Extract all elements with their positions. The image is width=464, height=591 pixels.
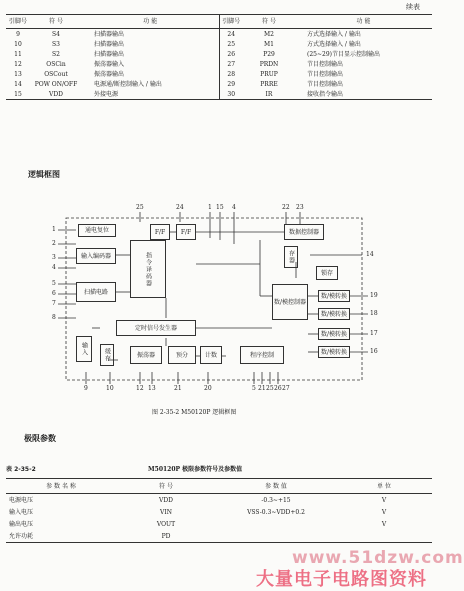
pin-label: 24 [176, 204, 184, 211]
table-cell: 15 [6, 89, 30, 100]
table-cell: 方式选择输入 / 输出 [307, 40, 361, 48]
table-cell: M1 [264, 40, 274, 48]
header-cell: 引脚号 [219, 15, 243, 29]
figure-caption: 图 2-35-2 M50120P 逻辑框图 [152, 409, 237, 416]
table-cell: 节目控制输出 [307, 70, 344, 78]
header-cell: 单 位 [336, 479, 432, 494]
table-cell: 13 [14, 70, 22, 78]
table-title: M50120P 极限参数符号及参数值 [148, 466, 243, 473]
table-cell: 10 [14, 40, 22, 48]
table-cell: 11 [14, 50, 22, 58]
table-cell: -0.3~+15 [261, 496, 291, 504]
block-flipflop-1: F/F [150, 224, 170, 240]
block-instruction-decoder: 指令译码器 [130, 240, 166, 298]
table-cell: 电源电压 [9, 496, 34, 504]
table-cell: PRDN [259, 60, 279, 68]
pin-label: 1 [52, 226, 56, 233]
header-cell: 引脚号 [6, 15, 30, 29]
table-cell: 接收指令输出 [295, 89, 432, 100]
table-cell: 27 [219, 59, 243, 69]
table-cell: 扫描器输出 [94, 30, 125, 38]
table-cell: P29 [263, 50, 275, 58]
table-cell: PRUP [260, 70, 278, 78]
pin-label: 13 [148, 385, 156, 392]
table-cell [216, 530, 336, 543]
section-title-logic-diagram: 逻辑框图 [28, 170, 60, 179]
table-cell: M2 [264, 30, 274, 38]
pin-label: 9 [84, 385, 88, 392]
table-cell: PD [116, 530, 216, 543]
table-cell: VOUT [156, 520, 176, 528]
block-data-controller: 数据控制器 [284, 224, 324, 240]
table-cell: 外接电源 [82, 89, 219, 100]
table-cell: IR [243, 89, 295, 100]
table-cell: 电源通/断控制输入 / 输出 [94, 80, 162, 88]
table-cell: 振荡器输出 [94, 70, 125, 78]
block-input: 输入 [76, 336, 92, 362]
header-cell: 参 数 值 [216, 479, 336, 494]
pin-label: 21 [174, 385, 182, 392]
block-program-control: 程序控制 [240, 346, 284, 364]
table-cell: 30 [219, 89, 243, 100]
table-row [6, 530, 432, 543]
table-cell: V [381, 496, 387, 504]
pin-label: 10 [106, 385, 114, 392]
pin-label: 21 [258, 385, 266, 392]
table-cell: S2 [52, 50, 60, 58]
pin-label: 3 [52, 254, 56, 261]
block-dac-controller: 数/模控制器 [272, 284, 308, 320]
pin-label: 4 [232, 204, 236, 211]
table-cell: 29 [219, 79, 243, 89]
watermark-site: 大量电子电路图资料 [256, 569, 427, 590]
header-cell: 符 号 [243, 15, 295, 29]
block-dac-2: 数/模转换 [318, 308, 350, 320]
table-cell: 节目控制输出 [307, 60, 344, 68]
table-cell [216, 518, 336, 530]
table-row [6, 506, 432, 518]
block-register: 存器 [284, 246, 298, 268]
table-cell: (25~29)节目显示控制输出 [307, 50, 380, 58]
table-cell: 输出电压 [9, 520, 34, 528]
block-scan-circuit: 扫描电路 [76, 282, 116, 302]
table-cell: 输入电压 [9, 508, 34, 516]
table-cell: V [381, 508, 387, 516]
header-cell: 功 能 [295, 15, 432, 29]
block-timing-generator: 定时信号发生器 [116, 320, 196, 336]
pin-label: 19 [370, 292, 378, 299]
pin-label: 6 [52, 290, 56, 297]
header-cell: 参 数 名 称 [6, 479, 116, 494]
table-cell: S4 [52, 30, 60, 38]
block-input-encoder: 输入编码器 [76, 248, 116, 264]
table-row [6, 494, 432, 507]
pin-label: 20 [204, 385, 212, 392]
table-label: 表 2-35-2 [6, 466, 36, 473]
table-cell: POW ON/OFF [34, 80, 78, 88]
header-cell: 符 号 [116, 479, 216, 494]
block-flipflop-2: F/F [176, 224, 196, 240]
table-cell: VDD [159, 496, 173, 504]
table-cell: PRRE [260, 80, 278, 88]
table-cell: VSS-0.3~VDD+0.2 [247, 508, 305, 516]
block-prescaler: 预分 [168, 346, 196, 364]
limits-table-header [6, 479, 432, 494]
block-dac-4: 数/模转换 [318, 346, 350, 358]
header-cell: 符 号 [30, 15, 82, 29]
table-cell: 24 [219, 29, 243, 40]
table-cell: 14 [14, 80, 22, 88]
table-cell: 方式选择输入 / 输出 [307, 30, 361, 38]
watermark-url: www.51dzw.com [292, 548, 464, 568]
section-title-limits: 极限参数 [24, 434, 56, 443]
table-cell: 25 [219, 39, 243, 49]
pin-label: 25 [266, 385, 274, 392]
table-cell: S3 [52, 40, 60, 48]
header-cell: 功 能 [82, 15, 219, 29]
pin-label: 25 [136, 204, 144, 211]
table-cell: 9 [16, 30, 20, 38]
pin-label: 18 [370, 310, 378, 317]
table-row [6, 518, 432, 530]
block-counter: 计数 [200, 346, 222, 364]
table-cell: OSCout [44, 70, 68, 78]
pin-label: 17 [370, 330, 378, 337]
table-cell: 28 [219, 69, 243, 79]
continued-label: 续表 [406, 3, 420, 11]
pin-label: 12 [136, 385, 144, 392]
table-cell [336, 530, 432, 543]
table-cell: 12 [14, 60, 22, 68]
pin-label: 22 [282, 204, 290, 211]
table-cell: VDD [30, 89, 82, 100]
block-oscillator: 振荡器 [130, 346, 162, 364]
table-cell: VIN [160, 508, 172, 516]
block-dac-3: 数/模转换 [318, 328, 350, 340]
table-cell: 扫描器输出 [94, 40, 125, 48]
limits-table [6, 478, 432, 543]
pin-label: 7 [52, 300, 56, 307]
pin-label: 2 [52, 240, 56, 247]
pin-label: 23 [296, 204, 304, 211]
pin-label: 4 [52, 264, 56, 271]
block-power-reset: 通电复位 [78, 224, 116, 237]
block-dac-1: 数/模转换 [318, 290, 350, 302]
pin-label: 15 [216, 204, 224, 211]
block-latch: 锁存 [316, 266, 338, 280]
pin-label: 14 [366, 251, 374, 258]
pin-label: 26 [274, 385, 282, 392]
pin-label: 5 [52, 280, 56, 287]
table-cell: OSCin [46, 60, 66, 68]
table-cell: 振荡器输入 [94, 60, 125, 68]
pin-label: 8 [52, 314, 56, 321]
table-cell: 26 [219, 49, 243, 59]
pin-label: 5 [252, 385, 256, 392]
pin-label: 27 [282, 385, 290, 392]
table-cell: 扫描器输出 [94, 50, 125, 58]
pin-label: 16 [370, 348, 378, 355]
table-cell: V [381, 520, 387, 528]
block-cache: 缓存 [100, 344, 114, 366]
pin-label: 1 [208, 204, 212, 211]
table-cell: 允许功耗 [6, 530, 116, 543]
table-cell: 节目控制输出 [307, 80, 344, 88]
